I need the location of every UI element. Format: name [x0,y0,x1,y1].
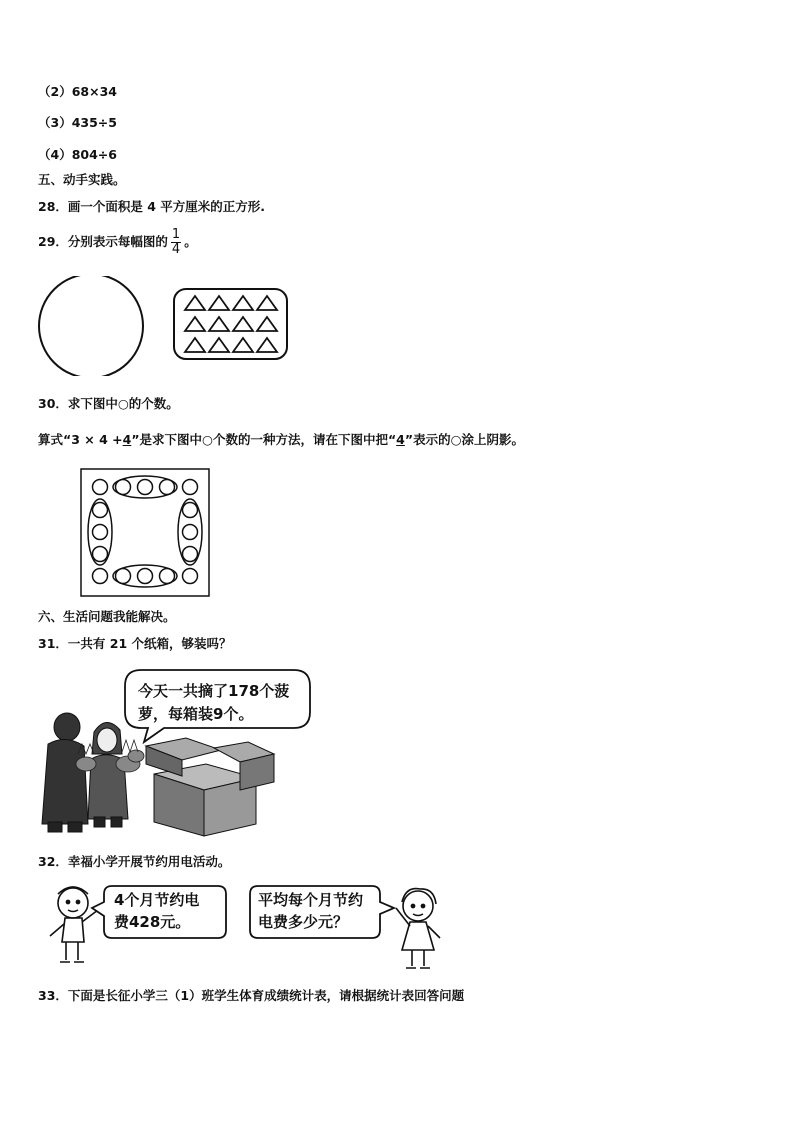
small-circle [160,569,175,584]
question-29-text: 29．分别表示每幅图的 [38,234,168,249]
left-group-ellipse [88,499,112,565]
small-circle [160,480,175,495]
question-28: 28．画一个面积是 4 平方厘米的正方形. [38,199,266,214]
q32-right-line-1: 平均每个月节约 [258,891,364,909]
q31-bubble-line-2: 萝，每箱装9个。 [138,705,254,723]
question-30: 30．求下图中○的个数。 [38,396,179,411]
triangle-icon [257,296,277,310]
triangle-icon [209,317,229,331]
circle-shape [39,276,143,376]
formula-underlined-4-second: 4 [396,432,405,447]
q32-left-line-2: 费428元。 [114,913,191,931]
triangle-icon [185,317,205,331]
question-32: 32．幸福小学开展节约用电活动。 [38,854,231,869]
cartoon-girl [396,889,440,968]
cardboard-boxes [146,738,274,836]
fraction-numerator: 1 [171,227,181,242]
q32-illustration [40,880,450,972]
question-29 [38,228,197,257]
q31-bubble-line-1: 今天一共摘了178个菠 [138,682,290,700]
question-33: 33．下面是长征小学三（1）班学生体育成绩统计表，请根据统计表回答问题 [38,988,465,1003]
triangle-icon [257,338,277,352]
formula-text-end: ”表示的○涂上阴影。 [404,432,524,447]
triangle-icon [233,338,253,352]
small-circle [93,547,108,562]
question-31: 31．一共有 21 个纸箱，够装吗？ [38,636,232,651]
triangle-icon [233,296,253,310]
girl-figure [88,722,128,827]
square-frame [81,469,209,596]
formula-instruction [38,432,524,448]
question-4: （4）804÷6 [38,147,117,162]
formula-text-start: 算式“3 × 4 + [38,432,123,447]
small-circle [183,569,198,584]
small-circle [93,525,108,540]
q29-figures [30,276,300,376]
triangle-icon [209,338,229,352]
section-5-heading: 五、动手实践。 [38,172,126,187]
question-3: （3）435÷5 [38,115,117,130]
question-29-end: 。 [184,234,197,249]
small-circle [183,525,198,540]
right-group-ellipse [178,499,202,565]
triangle-icon [185,296,205,310]
small-circle [93,480,108,495]
formula-underlined-4: 4 [122,432,132,447]
triangle-icon [209,296,229,310]
triangle-icon [257,317,277,331]
cartoon-boy [50,887,98,962]
boy-figure [42,713,88,832]
small-circle [183,480,198,495]
small-circle [116,569,131,584]
small-circle [93,503,108,518]
triangle-icon [233,317,253,331]
fraction-denominator: 4 [171,242,181,257]
q32-right-line-2: 电费多少元？ [258,913,349,931]
circle-grid-figure [80,468,210,598]
small-circle [116,480,131,495]
small-circle [183,547,198,562]
formula-text-middle: ”是求下图中○个数的一种方法，请在下图中把“ [131,432,397,447]
small-circle [93,569,108,584]
small-circle [138,569,153,584]
triangle-icon [185,338,205,352]
question-2: （2）68×34 [38,84,117,99]
small-circle [183,503,198,518]
small-circle [138,480,153,495]
triangles-grid [185,296,277,352]
section-6-heading: 六、生活问题我能解决。 [38,609,176,624]
fraction-one-quarter [171,228,181,257]
q32-left-line-1: 4个月节约电 [114,891,200,909]
